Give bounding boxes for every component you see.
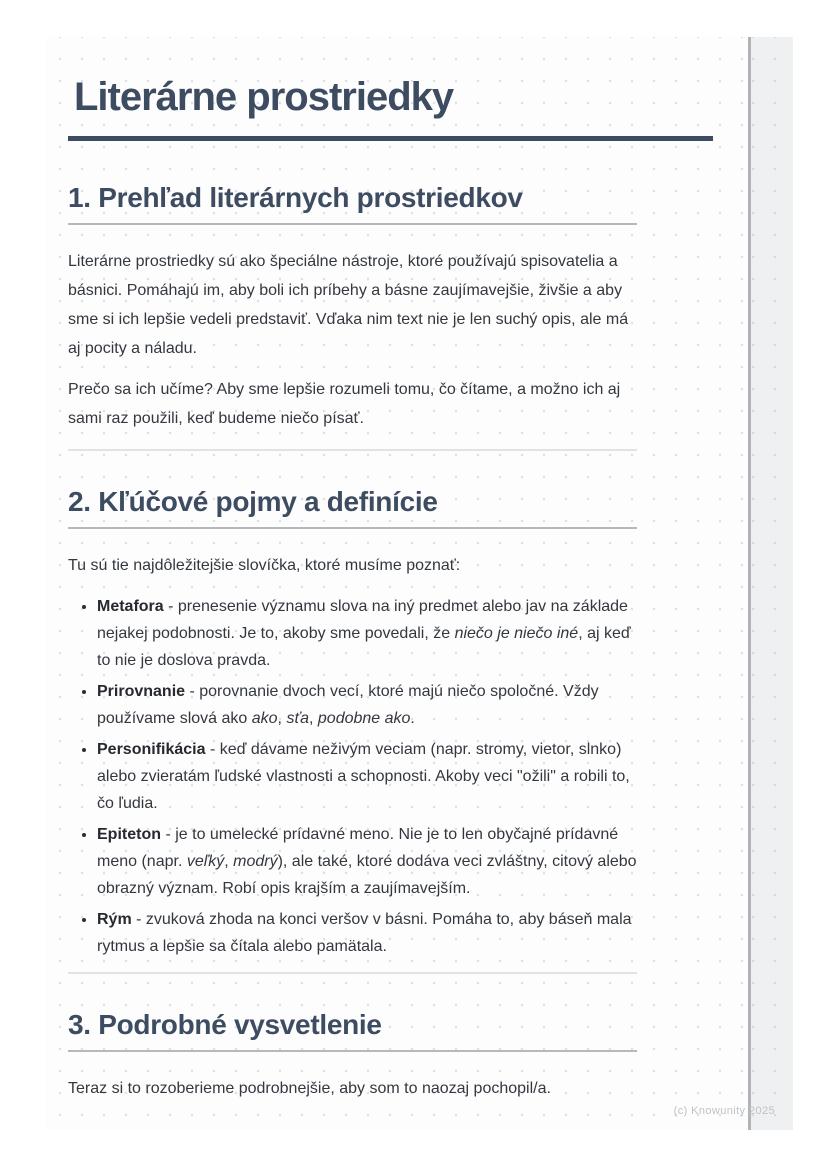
term-definition-text: - zvuková zhoda na konci veršov v básni. Pomáha to, aby báseň mala rytmus a lepšie sa čítala alebo pamätala. <box>97 911 632 955</box>
detail-paragraph: Teraz si to rozoberieme podrobnejšie, aby som to naozaj pochopil/a. <box>68 1080 551 1097</box>
title-rule <box>68 136 713 141</box>
section-overview <box>68 181 713 433</box>
next-page-strip <box>751 37 793 1130</box>
term-definition-text: - porovnanie dvoch vecí, ktoré majú niečo spoločné. Vždy používame slová ako <box>97 683 599 727</box>
term-name: Epiteton <box>97 826 161 843</box>
document-content <box>68 74 713 1103</box>
term-definition-text: , <box>224 853 234 870</box>
term-item <box>97 593 637 674</box>
term-item <box>97 736 637 817</box>
terms-list <box>68 593 637 960</box>
term-example: sťa <box>286 710 309 727</box>
term-example: veľký <box>186 853 225 870</box>
copyright-footer: (c) Knowunity 2025 <box>673 1105 775 1117</box>
term-name: Metafora <box>97 598 164 615</box>
term-definition-text: , <box>309 710 318 727</box>
term-definition-text: ), ale také, ktoré dodáva veci zvláštny, citový alebo obrazný význam. Robí opis krajším a zaujímavejším. <box>97 853 637 897</box>
term-example: podobne ako <box>317 710 411 727</box>
document-title: Literárne prostriedky <box>74 75 454 119</box>
section-divider <box>68 972 637 974</box>
section-detail <box>68 1008 713 1103</box>
term-definition-text: , <box>277 710 287 727</box>
overview-paragraph-1: Literárne prostriedky sú ako špeciálne nástroje, ktoré používajú spisovatelia a básnici. Pomáhajú im, aby boli ich príbehy a básne zaujímavejšie, živšie a aby sme si ich lepšie vedeli predstaviť. Vďaka nim text nie je len suchý opis, ale má aj pocity a náladu. <box>68 253 629 357</box>
section-divider <box>68 449 637 451</box>
term-definition-text: . <box>410 710 415 727</box>
term-definition-text: , aj keď to nie je doslova pravda. <box>97 625 631 669</box>
term-name: Rým <box>97 911 132 928</box>
term-name: Personifikácia <box>97 741 206 758</box>
term-item <box>97 821 637 902</box>
section-terms <box>68 485 713 960</box>
section-2-heading: 2. Kľúčové pojmy a definície <box>68 485 637 529</box>
section-1-heading: 1. Prehľad literárnych prostriedkov <box>68 181 637 225</box>
term-definition-text: - je to umelecké prídavné meno. Nie je to len obyčajné prídavné meno (napr. <box>97 826 619 870</box>
term-item <box>97 678 637 732</box>
term-example: ako <box>251 710 278 727</box>
overview-paragraph-2: Prečo sa ich učíme? Aby sme lepšie rozumeli tomu, čo čítame, a možno ich aj sami raz použili, keď budeme niečo písať. <box>68 381 621 427</box>
section-3-heading: 3. Podrobné vysvetlenie <box>68 1008 637 1052</box>
term-definition-text: - prenesenie významu slova na iný predmet alebo jav na základe nejakej podobnosti. Je to, akoby sme povedali, že <box>97 598 628 642</box>
term-example: modrý <box>233 853 278 870</box>
term-definition-text: - keď dávame neživým veciam (napr. stromy, vietor, slnko) alebo zvieratám ľudské vlastnosti a schopnosti. Akoby veci "ožili" a robili to, čo ľudia. <box>97 741 630 812</box>
terms-intro: Tu sú tie najdôležitejšie slovíčka, ktoré musíme poznať: <box>68 557 461 574</box>
term-item <box>97 906 637 960</box>
term-name: Prirovnanie <box>97 683 186 700</box>
term-example: niečo je niečo iné <box>454 625 579 642</box>
